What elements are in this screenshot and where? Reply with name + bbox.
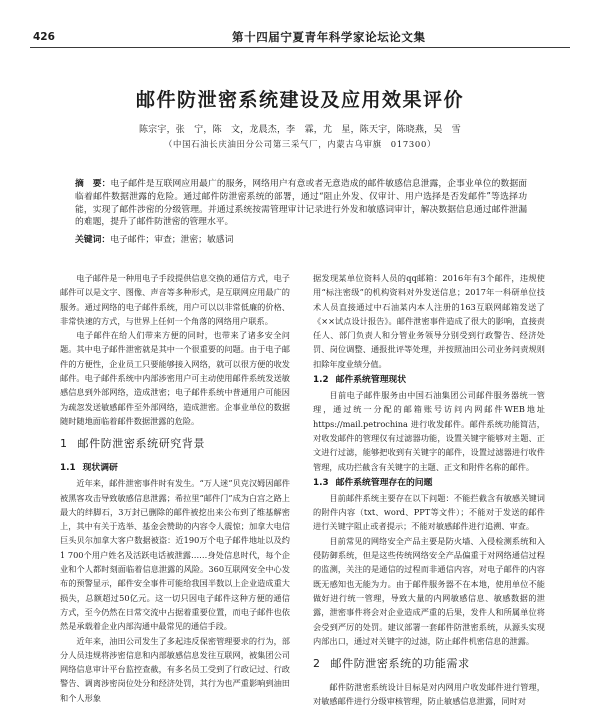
body-paragraph: 目前常见的网络安全产品主要是防火墙、入侵检测系统和入侵防御系统，但是这些传统网络安全产品偏重于对网络通信过程的监测，关注的是通信的过程而非通信内容，对电子邮件的内容既无感知也无能为力。由于邮件服务器不在本地，使用单位不能做好进行统一管理，导致大量的内网敏感信息、敏感数据的泄露，泄密事件将会对企业造成严重的后果，发件人和所属单位将会受到严厉的处罚。建议部署一套邮件防泄密系统，从源头实现内部出口，通过对关键字的过滤，防止邮件机密信息的泄露。 [313, 535, 545, 646]
abstract-label: 摘 要： [75, 179, 111, 189]
body-paragraph: 近年来，邮件泄密事件时有发生。“万人迷”贝克汉姆因邮件被黑客攻击导致敏感信息泄露；希拉里“邮件门”成为白宫之路上最大的绊脚石，3万封已删除的邮件被挖出来公布到了维基解密上，其中有关于选举、基金会赞助的内容令人震惊；加拿大电信巨头贝尔加拿大客户数据被盗：近190万个电子邮件地址以及约1 700个用户姓名及活跃电话被泄露……身处信息时代，每个企业和个人都时刻面临着信息泄露的风险。360互联网安全中心发布的预警显示，邮件安全事件可能给我国半数以上企业造成重大损失，总额超过50亿元。这一切只因电子邮件这种方便的通信方式，至今仍然在日常交流中占据着重要位置，而电子邮件也依然是承载着企业内部沟通中最常见的通信手段。 [60, 478, 290, 632]
section-title: 邮件防泄密系统研究背景 [77, 437, 206, 451]
body-paragraph: 目前邮件系统主要存在以下问题：不能拦截含有敏感关键词的附件内容（txt、word、PPT等文件）；不能对于发送的邮件进行关键字阻止或者提示；不能对敏感邮件进行追溯、审查。 [313, 492, 545, 532]
subsection-heading [313, 475, 545, 491]
body-paragraph: 邮件防泄密系统设计目标是对内网用户收发邮件进行管理，对敏感邮件进行分级审核管理，防止敏感信息泄露，同时对 [313, 682, 545, 707]
subsection-number: 1.1 [60, 463, 76, 474]
subsection-number: 1.3 [313, 477, 329, 488]
affiliation: （中国石油长庆油田分公司第三采气厂，内蒙古乌审旗 017300） [163, 139, 437, 149]
author-list: 陈宗宇，张 宁，陈 文，龙晨杰，李 霖，尤 星，陈天宇，陈晓燕，吴 雪 [138, 125, 461, 135]
section-heading [313, 656, 545, 672]
keywords-text: 电子邮件；审查；泄密；敏感词 [110, 235, 234, 245]
keywords [75, 234, 527, 247]
subsection-heading [60, 460, 290, 476]
section-title: 邮件防泄密系统的功能需求 [330, 657, 470, 671]
body-paragraph: 目前电子邮件服务由中国石油集团公司邮件服务器统一管理，通过统一分配的邮箱账号访问内网邮件WEB地址https://mail.petrochina 进行收发邮件。邮件系统功能简洁，对收发邮件的管理仅有过滤器功能，设置关键字能够对主题、正文进行过滤，能够把收到有关键字的邮件，设置过滤器进行收件管理，成功拦截含有关键字的主题、正文和附件名称的邮件。 [313, 390, 545, 472]
subsection-title: 现状调研 [82, 463, 118, 474]
subsection-title: 邮件系统管理存在的问题 [335, 477, 433, 488]
page-number: 426 [33, 31, 55, 43]
header-rule [30, 47, 570, 48]
article-title: 邮件防泄密系统建设及应用效果评价 [135, 89, 464, 111]
intro-paragraph: 电子邮件是一种用电子手段提供信息交换的通信方式，电子邮件可以是文字、图像、声音等多种形式，是互联网应用最广的服务。通过网络的电子邮件系统，用户可以以非常低廉的价格、非常快速的方式，与世界上任何一个角落的网络用户联系。 [60, 273, 290, 326]
subsection-number: 1.2 [313, 375, 329, 386]
body-paragraph: 近年来，油田公司发生了多起违反保密管理要求的行为，部分人员违规将涉密信息和内部敏感信息发往互联网，被集团公司网络信息审计平台监控查截，有多名员工受到了行政记过、行政警告、调离涉密岗位处分和经济处罚，其行为也严重影响到油田和个人形象 [60, 635, 290, 703]
abstract-text: 电子邮件是互联网应用最广的服务，网络用户有意或者无意造成的邮件敏感信息泄露，企事业单位的数据面临着邮件数据泄露的危险。通过邮件防泄密系统的部署，通过“阻止外发、仅审计、用户选择是否发邮件”等选择功能，实现了邮件涉密的分级管理。并通过系统按需管理审计记录进行外发和敏感词审计，解决数据信息通过邮件泄漏的难题，提升了邮件防泄密的管理水平。 [75, 179, 527, 228]
continued-paragraph: 据发现某单位资料人员的qq邮箱：2016年有3个邮件，违规使用“标注密级”的机构资料对外发送信息；2017年一科研单位技术人员直接通过中石油某内本人注册的163互联网邮箱发送了《××试点设计报告》。邮件泄密事件造成了很大的影响，直接责任人、部门负责人和分管业务领导分别受到行政警告、经济处罚、岗位调整、通报批评等处理，并按照油田公司业务问责规则扣除年度业绩分值。 [313, 273, 545, 369]
abstract [75, 178, 527, 229]
section-number: 2 [313, 657, 321, 671]
intro-paragraph: 电子邮件在给人们带来方便的同时，也带来了诸多安全问题。其中电子邮件泄密就是其中一个很重要的问题。由于电子邮件的方便性，企业员工只要能够接入网络，就可以很方便的收发邮件。电子邮件系统中内部涉密用户可主动使用邮件系统发送敏感信息到外部网络，造成泄密；电子邮件系统中普通用户可能因为疏忽发送敏感邮件至外部网络，造成泄密。企事业单位的数据随时随地面临着邮件数据泄露的危险。 [60, 330, 290, 426]
right-column [313, 271, 545, 707]
keywords-label: 关键词： [75, 235, 111, 245]
subsection-title: 邮件系统管理现状 [335, 375, 407, 386]
left-column [60, 271, 290, 703]
section-number: 1 [60, 437, 68, 451]
section-heading [60, 436, 290, 452]
running-head: 第十四届宁夏青年科学家论坛论文集 [232, 30, 426, 44]
subsection-heading [313, 372, 545, 388]
